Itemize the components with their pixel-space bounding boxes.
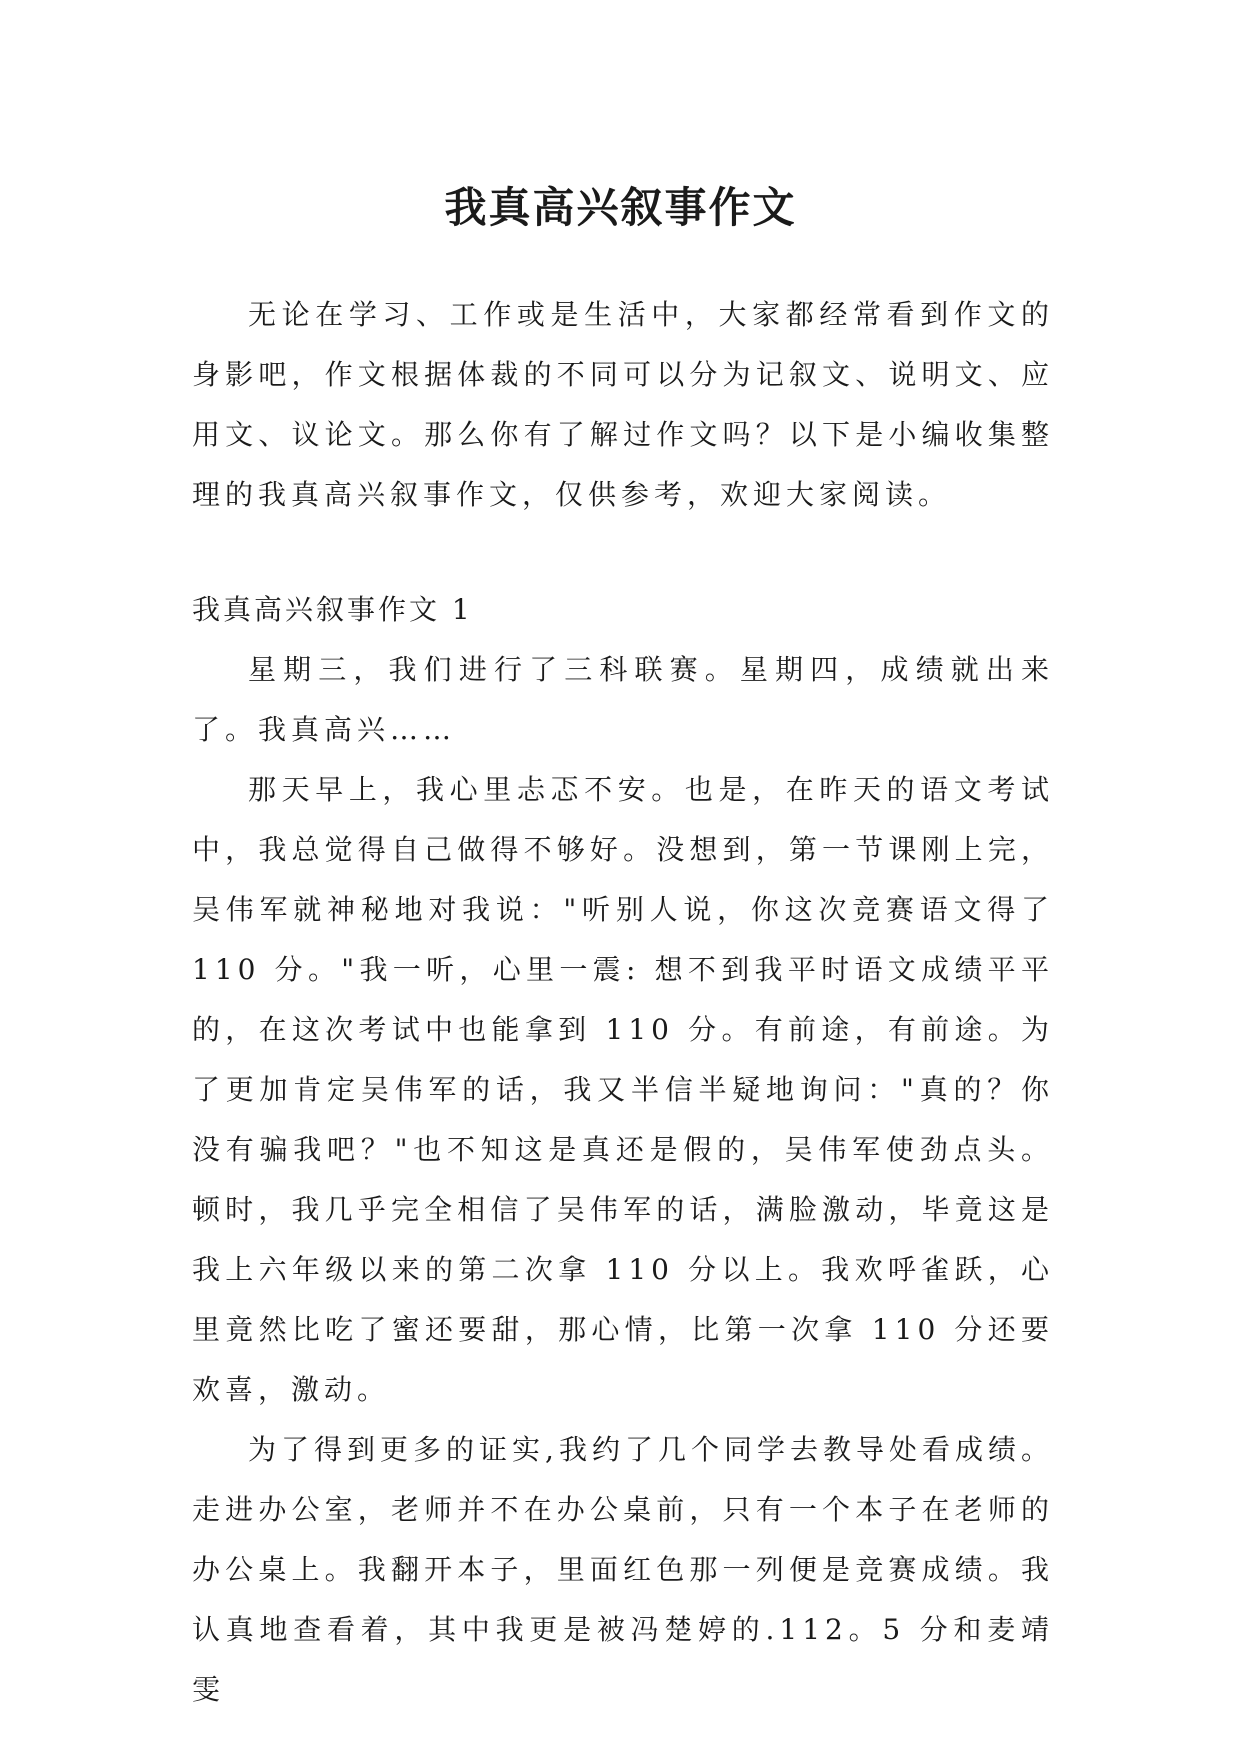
- essay-paragraph-2: 那天早上，我心里忐忑不安。也是，在昨天的语文考试中，我总觉得自己做得不够好。没想到，第一节课刚上完，吴伟军就神秘地对我说："听别人说，你这次竞赛语文得了 110 分。"我一听，心里一震: 想不到我平时语文成绩平平的，在这次考试中也能拿到 110 分。有前途，有前途。为了更加肯定吴伟军的话，我又半信半疑地询问："真的？你没有骗我吧？"也不知这是真还是假的，吴伟军使劲点头。顿时，我几乎完全相信了吴伟军的话，满脸激动，毕竟这是我上六年级以来的第二次拿 110 分以上。我欢呼雀跃，心里竟然比吃了蜜还要甜，那心情，比第一次拿 110 分还要欢喜，激动。: [192, 773, 1054, 1406]
- intro-paragraph: 无论在学习、工作或是生活中，大家都经常看到作文的身影吧，作文根据体裁的不同可以分为记叙文、说明文、应用文、议论文。那么你有了解过作文吗？以下是小编收集整理的我真高兴叙事作文，仅供参考，欢迎大家阅读。: [192, 298, 1054, 511]
- intro-block: [192, 285, 1054, 525]
- essay-paragraph-3: 为了得到更多的证实,我约了几个同学去教导处看成绩。走进办公室，老师并不在办公桌前，只有一个本子在老师的办公桌上。我翻开本子，里面红色那一列便是竞赛成绩。我认真地查看着，其中我更是被冯楚婷的.112。5 分和麦靖雯: [192, 1433, 1054, 1706]
- essay-body: [192, 640, 1054, 1720]
- essay-paragraph-1: 星期三，我们进行了三科联赛。星期四，成绩就出来了。我真高兴……: [192, 653, 1054, 746]
- document-title: 我真高兴叙事作文: [444, 183, 797, 233]
- section-heading: 我真高兴叙事作文 1: [192, 593, 473, 626]
